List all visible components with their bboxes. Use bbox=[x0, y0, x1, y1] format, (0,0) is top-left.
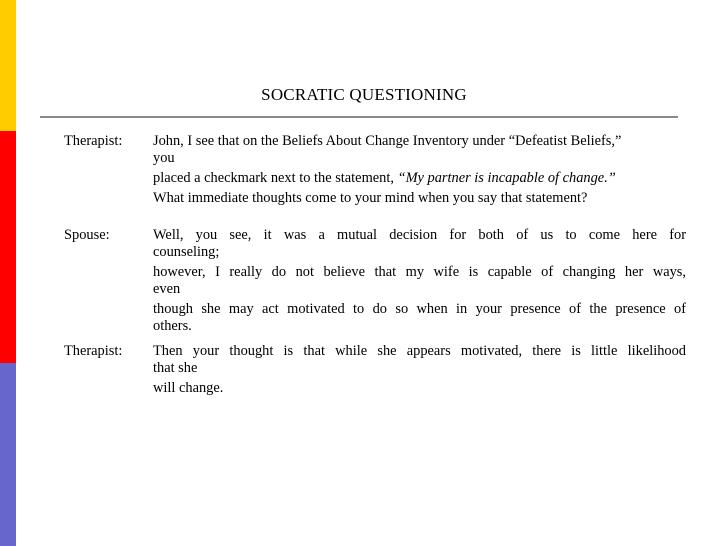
dialogue-line: even bbox=[153, 281, 181, 297]
slide-title: SOCRATIC QUESTIONING bbox=[261, 85, 467, 104]
dialogue-line: though she may act motivated to do so when in your presence of the presence of bbox=[153, 301, 686, 317]
accent-bar-purple bbox=[0, 363, 16, 546]
dialogue-line: will change. bbox=[153, 380, 224, 396]
speaker-label: Therapist: bbox=[64, 343, 123, 359]
dialogue-text bbox=[153, 343, 686, 397]
accent-bar-red bbox=[0, 131, 16, 363]
dialogue-text bbox=[153, 133, 686, 207]
dialogue-line: you bbox=[153, 150, 175, 166]
dialogue-text bbox=[153, 227, 686, 335]
dialogue-line: however, I really do not believe that my wife is capable of changing her ways, bbox=[153, 264, 686, 280]
dialogue-line-statement bbox=[153, 170, 686, 187]
dialogue-line: Then your thought is that while she appears motivated, there is little likelihood bbox=[153, 343, 686, 359]
dialogue-line: others. bbox=[153, 318, 192, 334]
dialogue-line: that she bbox=[153, 360, 198, 376]
accent-bar-yellow bbox=[0, 0, 16, 131]
dialogue-line: John, I see that on the Beliefs About Change Inventory under “Defeatist Beliefs,” bbox=[153, 133, 622, 149]
dialogue-line-text: placed a checkmark next to the statement, bbox=[153, 170, 394, 186]
dialogue-line: What immediate thoughts come to your mind when you say that statement? bbox=[153, 190, 588, 206]
speaker-label: Therapist: bbox=[64, 133, 123, 149]
speaker-label: Spouse: bbox=[64, 227, 110, 243]
dialogue-line: counseling; bbox=[153, 244, 220, 260]
quoted-statement: “My partner is incapable of change.” bbox=[397, 170, 616, 186]
title-divider bbox=[40, 116, 678, 118]
dialogue-line: Well, you see, it was a mutual decision for both of us to come here for bbox=[153, 227, 686, 243]
